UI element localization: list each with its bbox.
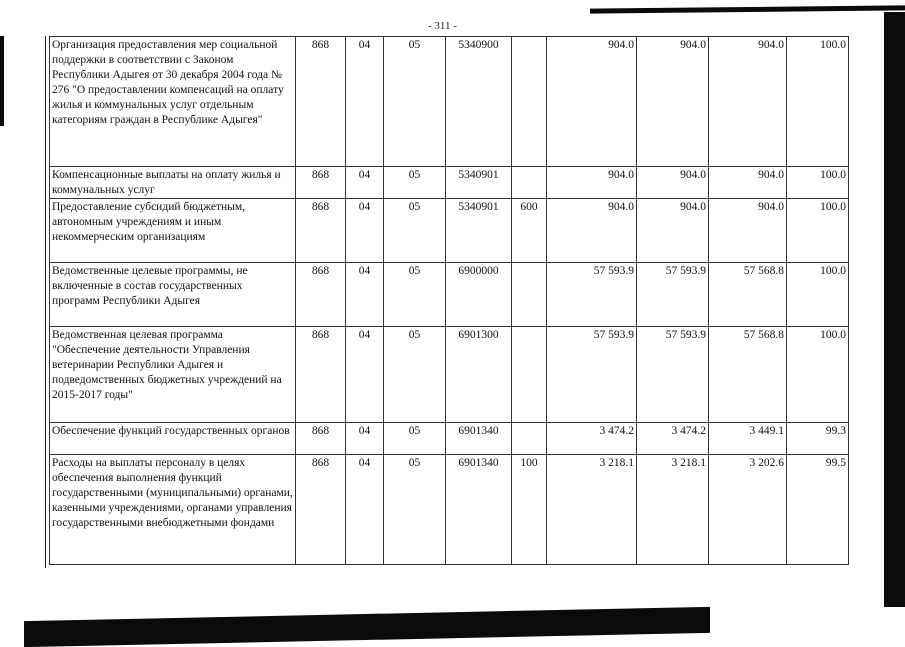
row-subsection-code: 05	[384, 423, 446, 455]
row-ved-code: 868	[296, 327, 346, 423]
row-plan-amount: 904.0	[547, 199, 637, 263]
row-target-article: 5340900	[446, 37, 512, 167]
row-name: Расходы на выплаты персоналу в целях обеспечения выполнения функций государственными (муниципальными) органами, казенными учреждениями, органами управления государственными внебюджетными фондами	[50, 455, 296, 565]
row-plan-amount: 57 593.9	[547, 327, 637, 423]
row-target-article: 5340901	[446, 167, 512, 199]
scan-edge-top	[590, 5, 905, 13]
row-execution-percent: 100.0	[787, 327, 849, 423]
row-subsection-code: 05	[384, 199, 446, 263]
row-ved-code: 868	[296, 423, 346, 455]
row-actual-amount: 57 568.8	[709, 327, 787, 423]
row-section-code: 04	[346, 455, 384, 565]
scan-edge-bottom	[24, 607, 710, 647]
row-name: Обеспечение функций государственных органов	[50, 423, 296, 455]
row-expense-type	[512, 167, 547, 199]
row-section-code: 04	[346, 199, 384, 263]
row-section-code: 04	[346, 37, 384, 167]
row-revised-amount: 57 593.9	[637, 327, 709, 423]
row-section-code: 04	[346, 423, 384, 455]
row-expense-type	[512, 37, 547, 167]
row-expense-type	[512, 423, 547, 455]
row-actual-amount: 3 202.6	[709, 455, 787, 565]
row-execution-percent: 99.5	[787, 455, 849, 565]
row-ved-code: 868	[296, 37, 346, 167]
page-number: - 311 -	[428, 20, 457, 32]
row-expense-type	[512, 327, 547, 423]
table-row	[50, 327, 849, 423]
row-actual-amount: 904.0	[709, 199, 787, 263]
row-section-code: 04	[346, 263, 384, 327]
row-execution-percent: 100.0	[787, 37, 849, 167]
row-subsection-code: 05	[384, 263, 446, 327]
row-plan-amount: 3 474.2	[547, 423, 637, 455]
row-actual-amount: 57 568.8	[709, 263, 787, 327]
table-row	[50, 423, 849, 455]
row-name: Ведомственные целевые программы, не включенные в состав государственных программ Республики Адыгея	[50, 263, 296, 327]
row-actual-amount: 3 449.1	[709, 423, 787, 455]
row-execution-percent: 99.3	[787, 423, 849, 455]
table-row	[50, 37, 849, 167]
row-plan-amount: 57 593.9	[547, 263, 637, 327]
scan-edge-right	[884, 12, 905, 607]
row-revised-amount: 904.0	[637, 167, 709, 199]
table-row	[50, 263, 849, 327]
row-subsection-code: 05	[384, 167, 446, 199]
row-plan-amount: 904.0	[547, 37, 637, 167]
row-section-code: 04	[346, 327, 384, 423]
row-expense-type: 600	[512, 199, 547, 263]
budget-table	[49, 36, 849, 565]
row-expense-type	[512, 263, 547, 327]
row-target-article: 6900000	[446, 263, 512, 327]
row-actual-amount: 904.0	[709, 37, 787, 167]
row-revised-amount: 3 474.2	[637, 423, 709, 455]
row-revised-amount: 904.0	[637, 199, 709, 263]
row-name: Ведомственная целевая программа "Обеспечение деятельности Управления ветеринарии Республики Адыгея и подведомственных бюджетных учреждений на 2015-2017 годы"	[50, 327, 296, 423]
row-section-code: 04	[346, 167, 384, 199]
row-name: Организация предоставления мер социальной поддержки в соответствии с Законом Республики Адыгея от 30 декабря 2004 года № 276 "О предоставлении компенсаций на оплату жилья и коммунальных услуг отдельным категориям граждан в Республике Адыгея"	[50, 37, 296, 167]
row-target-article: 6901340	[446, 423, 512, 455]
row-execution-percent: 100.0	[787, 263, 849, 327]
table-left-rule	[45, 36, 46, 568]
table-row	[50, 167, 849, 199]
row-plan-amount: 904.0	[547, 167, 637, 199]
row-expense-type: 100	[512, 455, 547, 565]
row-actual-amount: 904.0	[709, 167, 787, 199]
row-revised-amount: 904.0	[637, 37, 709, 167]
row-revised-amount: 3 218.1	[637, 455, 709, 565]
row-ved-code: 868	[296, 167, 346, 199]
row-target-article: 5340901	[446, 199, 512, 263]
table-row	[50, 455, 849, 565]
row-subsection-code: 05	[384, 37, 446, 167]
row-plan-amount: 3 218.1	[547, 455, 637, 565]
row-ved-code: 868	[296, 199, 346, 263]
row-target-article: 6901300	[446, 327, 512, 423]
row-execution-percent: 100.0	[787, 167, 849, 199]
row-execution-percent: 100.0	[787, 199, 849, 263]
row-revised-amount: 57 593.9	[637, 263, 709, 327]
row-target-article: 6901340	[446, 455, 512, 565]
row-ved-code: 868	[296, 455, 346, 565]
scan-edge-left	[0, 36, 4, 126]
row-subsection-code: 05	[384, 327, 446, 423]
table-row	[50, 199, 849, 263]
row-ved-code: 868	[296, 263, 346, 327]
row-name: Компенсационные выплаты на оплату жилья и коммунальных услуг	[50, 167, 296, 199]
row-subsection-code: 05	[384, 455, 446, 565]
row-name: Предоставление субсидий бюджетным, автономным учреждениям и иным некоммерческим организациям	[50, 199, 296, 263]
